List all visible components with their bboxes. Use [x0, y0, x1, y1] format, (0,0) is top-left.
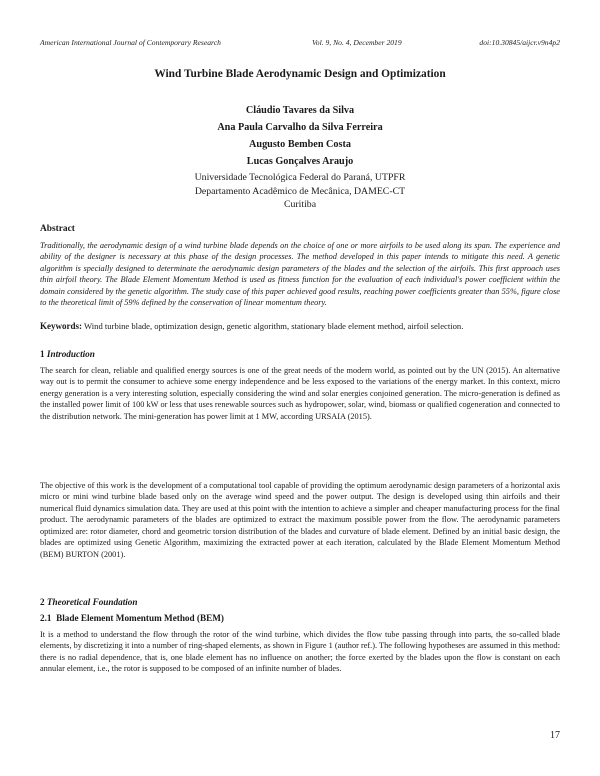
section-number: 2	[40, 597, 45, 607]
page-number: 17	[550, 730, 560, 741]
introduction-paragraph: The search for clean, reliable and qualified energy sources is one of the great needs of the modern world, as pointed out by the UN (2015). An alternative way out is to permit the consumer to achieve some energy independence and be less exposed to the variations of the energy market. In this context, micro energy generation is a very interesting solution, especially considering the wind and solar energies conjoined generation. The micro-generation is defined as the installed power limit of 100 kW or less that uses renewable sources such as hydropower, solar, wind, biomass or qualified cogeneration and connected to the distribution network. The mini-generation has power limit at 1 MW, according URSAIA (2015).	[40, 366, 560, 421]
section-title: Introduction	[46, 349, 95, 359]
journal-name: American International Journal of Contemporary Research	[40, 38, 221, 47]
abstract-heading: Abstract	[40, 224, 75, 234]
subsection-number: 2.1	[40, 613, 52, 623]
author-name: Ana Paula Carvalho da Silva Ferreira	[217, 122, 383, 133]
keywords	[40, 321, 560, 332]
abstract-text: Traditionally, the aerodynamic design of a wind turbine blade depends on the choice of one or more airfoils to be used along its span. The experience and ability of the designer is necessary at this phase of the design processes. The method developed in this paper intends to mitigate this need. A genetic algorithm is specially designed to determinate the aerodynamic design parameters of the blades and the selection of the airfoils. This first approach uses thin airfoil theory. The Blade Element Momentum Method is used as fitness function for the evaluation of each individual's power coefficient within the domain considered by the genetic algorithm. The study case of this paper achieved good results, reaching power coefficients greater than 55%, figure close to the theoretical limit of 59% defined by the conservation of linear momentum theory.	[40, 241, 560, 308]
section-heading-foundation	[40, 597, 560, 608]
affiliation-line: Departamento Acadêmico de Mecânica, DAMEC-CT	[194, 185, 406, 197]
paper-title: Wind Turbine Blade Aerodynamic Design and Optimization	[154, 68, 446, 80]
section-heading-introduction	[40, 349, 560, 360]
volume-info: Vol. 9, No. 4, December 2019	[312, 38, 402, 47]
keywords-label: Keywords:	[40, 321, 82, 331]
affiliation	[0, 171, 600, 212]
running-header	[40, 38, 560, 52]
author-list	[0, 102, 600, 170]
author-name: Augusto Bemben Costa	[249, 139, 351, 150]
keywords-text: Wind turbine blade, optimization design, genetic algorithm, stationary blade element method, airfoil selection.	[84, 321, 464, 331]
section-number: 1	[40, 349, 45, 359]
author-name: Cláudio Tavares da Silva	[245, 105, 355, 116]
subsection-heading-bem	[40, 613, 560, 624]
introduction-paragraph: The objective of this work is the development of a computational tool capable of providing the optimum aerodynamic design parameters of a horizontal axis micro or mini wind turbine blade based only on the average wind speed and the power output. The design is developed using thin airfoils and their numerical fluid dynamics simulation data. They are used at this point with the intention to achieve a simpler and cheaper manufacturing process for the final product. The aerodynamic parameters of the blades are optimized to extract the maximum possible power from the flow. The aerodynamic parameters optimized are: rotor diameter, chord and geometric torsion distribution of the blades and curvature of blade element. Defined by an initial basic design, the blades are optimized using Genetic Algorithm, maximizing the extracted power at each iteration, calculated by the Blade Element Momentum Method (BEM) BURTON (2001).	[40, 481, 560, 559]
author-name: Lucas Gonçalves Araujo	[246, 156, 354, 167]
bem-paragraph: It is a method to understand the flow through the rotor of the wind turbine, which divides the flow tube passing through into parts, the so-called blade elements, by discretizing it into a number of ring-shaped elements, as shown in Figure 1 (author ref.). The following hypotheses are assumed in this method: there is no radial dependence, that is, one blade element has no influence on another; the force exerted by the blades upon the flow is constant on each annular element, i.e., the rotor is supposed to be composed of an infinite number of blades.	[40, 630, 560, 674]
section-title: Theoretical Foundation	[46, 597, 138, 607]
affiliation-line: Curitiba	[283, 199, 317, 210]
doi-link[interactable]: doi:10.30845/aijcr.v9n4p2	[479, 38, 560, 47]
affiliation-line: Universidade Tecnológica Federal do Paraná, UTPFR	[194, 172, 406, 183]
subsection-title: Blade Element Momentum Method (BEM)	[56, 613, 224, 623]
